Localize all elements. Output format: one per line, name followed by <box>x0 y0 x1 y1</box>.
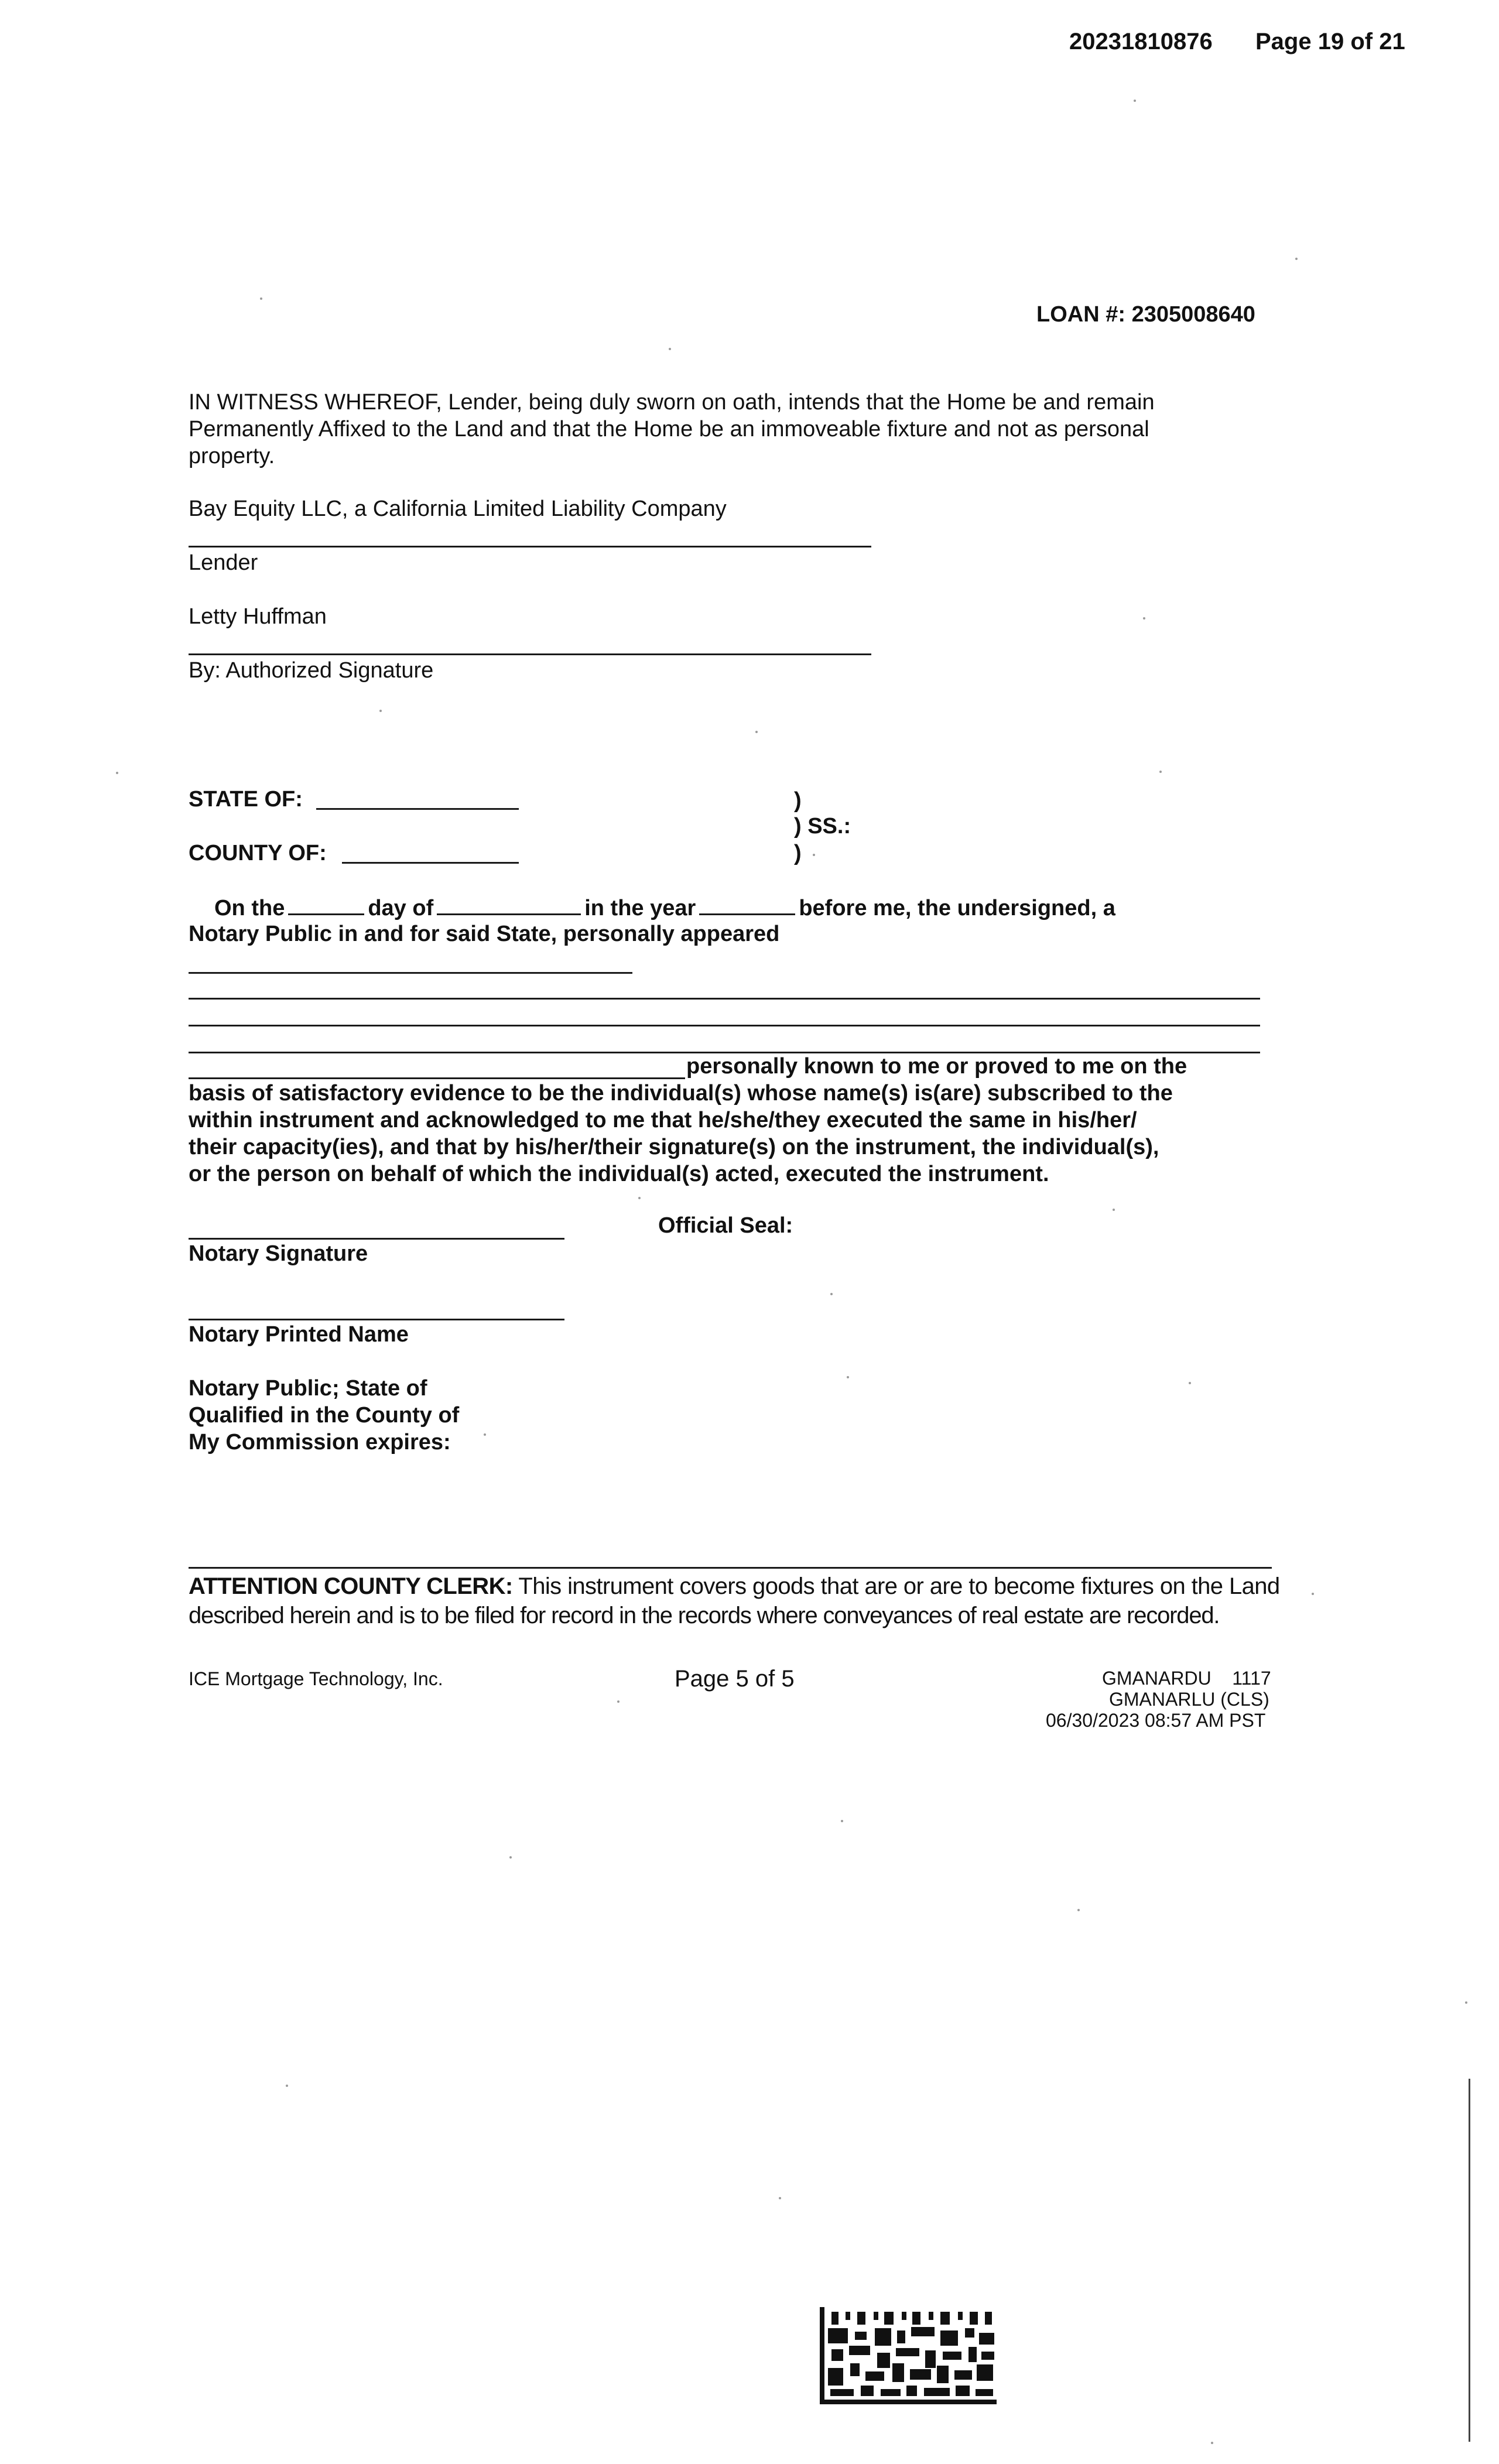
signer-name: Letty Huffman <box>189 604 327 629</box>
appeared-line-5 <box>189 1077 685 1079</box>
notary-printed-name-label: Notary Printed Name <box>189 1322 409 1347</box>
attention-line-1 <box>189 1573 1280 1600</box>
scan-speck <box>638 1197 641 1199</box>
scan-speck <box>1295 258 1298 260</box>
ack-year-blank <box>699 894 795 915</box>
ack-before-me: before me, the undersigned, a <box>799 896 1115 920</box>
scan-speck <box>379 710 382 712</box>
venue-ss: ) SS.: <box>794 814 851 839</box>
scan-speck <box>669 348 671 350</box>
ack-day-blank <box>288 894 364 915</box>
attention-label: ATTENTION COUNTY CLERK: <box>189 1573 513 1599</box>
notary-commission: My Commission expires: <box>189 1430 451 1455</box>
ack-in-the-year: in the year <box>584 896 696 920</box>
scan-speck <box>1312 1593 1314 1595</box>
ack-line-a: basis of satisfactory evidence to be the individual(s) whose name(s) is(are) subscribed to the <box>189 1081 1173 1106</box>
scan-speck <box>813 854 815 856</box>
attention-text-1: This instrument covers goods that are or are to become fixtures on the Land <box>518 1573 1280 1599</box>
attention-rule <box>189 1567 1272 1569</box>
page-indicator: Page 19 of 21 <box>1255 29 1405 54</box>
ack-day-of: day of <box>368 896 434 920</box>
ack-on-the: On the <box>214 896 285 920</box>
scan-speck <box>847 1376 849 1378</box>
notary-printed-name-line <box>189 1319 564 1320</box>
lender-signature-line <box>189 546 871 547</box>
ack-line-d: or the person on behalf of which the individual(s) acted, executed the instrument. <box>189 1162 1049 1186</box>
scan-speck <box>755 731 758 733</box>
scan-speck <box>1211 2442 1213 2444</box>
venue-paren-top: ) <box>794 788 802 813</box>
loan-number <box>1036 301 1255 328</box>
barcode-image <box>820 2307 997 2404</box>
scan-speck <box>509 1856 512 1859</box>
scan-speck <box>841 1820 843 1822</box>
footer-page: Page 5 of 5 <box>675 1666 795 1692</box>
loan-value: 2305008640 <box>1131 302 1255 327</box>
footer-vendor: ICE Mortgage Technology, Inc. <box>189 1668 443 1689</box>
scan-speck <box>1134 100 1136 102</box>
appeared-line-2 <box>189 998 1260 1000</box>
ack-month-blank <box>437 894 581 915</box>
scan-speck <box>1077 1909 1080 1911</box>
loan-label: LOAN #: <box>1036 302 1125 327</box>
lender-label: Lender <box>189 550 258 575</box>
scan-speck <box>484 1433 486 1436</box>
official-seal-label: Official Seal: <box>658 1213 793 1238</box>
appeared-line-3 <box>189 1025 1260 1026</box>
notary-signature-line <box>189 1238 564 1240</box>
county-of-blank <box>342 862 519 864</box>
scan-speck <box>1465 2001 1467 2004</box>
county-of-label: COUNTY OF: <box>189 841 327 865</box>
ack-line-2: Notary Public in and for said State, personally appeared <box>189 922 780 946</box>
notary-county-of: Qualified in the County of <box>189 1403 460 1428</box>
venue-paren-bottom: ) <box>794 841 802 865</box>
witness-line-3: property. <box>189 444 275 468</box>
lender-company: Bay Equity LLC, a California Limited Liability Company <box>189 497 727 521</box>
witness-line-1: IN WITNESS WHEREOF, Lender, being duly sworn on oath, intends that the Home be and remain <box>189 390 1155 415</box>
notary-state-of: Notary Public; State of <box>189 1376 427 1401</box>
footer-timestamp: 06/30/2023 08:57 AM PST <box>1046 1710 1266 1731</box>
notary-signature-label: Notary Signature <box>189 1241 368 1266</box>
scan-speck <box>617 1700 620 1703</box>
footer-code-2: GMANARLU (CLS) <box>1109 1689 1269 1710</box>
scan-speck <box>1143 617 1145 620</box>
scan-speck <box>286 2085 288 2087</box>
scan-edge-line <box>1469 2079 1470 2442</box>
attention-line-2: described herein and is to be filed for record in the records where conveyances of real estate are recorded. <box>189 1603 1220 1628</box>
scan-speck <box>830 1293 833 1295</box>
footer-code-1: GMANARDU 1117 <box>1102 1668 1271 1689</box>
state-of-blank <box>316 808 519 810</box>
scan-speck <box>1113 1209 1115 1211</box>
ack-line-c: their capacity(ies), and that by his/her/their signature(s) on the instrument, the individual(s), <box>189 1135 1159 1159</box>
scan-speck <box>779 2197 781 2199</box>
scan-speck <box>260 297 262 300</box>
witness-line-2: Permanently Affixed to the Land and that the Home be an immoveable fixture and not as personal <box>189 417 1149 442</box>
ack-known-line: personally known to me or proved to me on the <box>686 1054 1187 1079</box>
signer-signature-line <box>189 653 871 655</box>
signer-label: By: Authorized Signature <box>189 658 434 683</box>
ack-first-line <box>214 894 1115 922</box>
scan-speck <box>1189 1382 1191 1384</box>
document-number: 20231810876 <box>1069 29 1213 54</box>
scan-speck <box>1159 771 1162 773</box>
appeared-line-1 <box>189 972 632 974</box>
ack-line-b: within instrument and acknowledged to me that he/she/they executed the same in his/her/ <box>189 1108 1137 1132</box>
scan-speck <box>116 772 118 774</box>
state-of-label: STATE OF: <box>189 787 303 812</box>
